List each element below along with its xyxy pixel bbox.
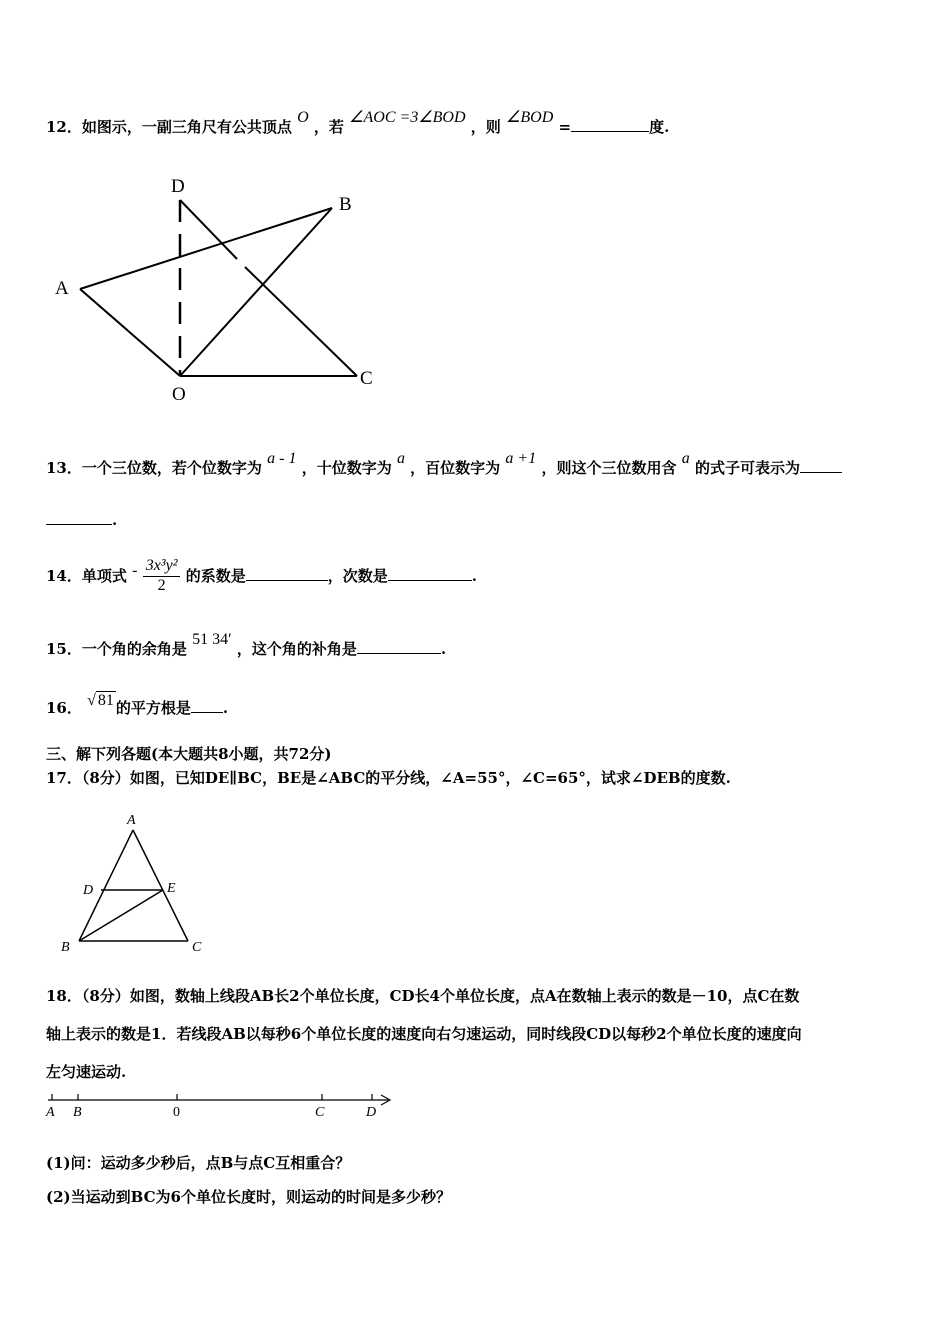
q12-number: 12．: [46, 118, 82, 136]
question-18-sub-1: (1)问：运动多少秒后，点B与点C互相重合？: [46, 1154, 351, 1172]
q18-text-1: 如图，数轴上线段AB长2个单位长度，CD长4个单位长度，点A在数轴上表示的数是－10，点C在数: [129, 987, 800, 1005]
q12-text-3: ，则: [470, 118, 501, 136]
q12-target: ∠BOD: [506, 109, 554, 126]
q16-number: 16．: [46, 699, 82, 717]
question-12: [46, 109, 670, 138]
question-18-line-1: [46, 986, 799, 1006]
q13-text-4: ，则这个三位数用含: [541, 459, 677, 477]
q13-number: 13．: [46, 459, 82, 477]
q13-hundreds: a +1: [505, 450, 537, 467]
q12-vertex-o: O: [297, 109, 309, 126]
question-18-line-2: 轴上表示的数是1．若线段AB以每秒6个单位长度的速度向右匀速运动，同时线段CD以每秒2个单位长度的速度向: [46, 1025, 802, 1043]
q15-text-2: ，这个角的补角是: [236, 640, 357, 658]
q14-fraction: [143, 556, 181, 595]
q14-denominator: 2: [157, 576, 166, 594]
question-17: [46, 768, 731, 788]
q16-sqrt: √ 81: [87, 692, 114, 709]
label-o: O: [172, 384, 186, 405]
q12-unit: 度.: [649, 118, 670, 136]
section-3-heading: 三、解下列各题(本大题共8小题，共72分): [46, 745, 332, 763]
question-14: [46, 554, 477, 598]
q16-answer-blank[interactable]: [191, 697, 223, 713]
line-d-c-lower: [245, 267, 357, 376]
label-d: D: [83, 883, 94, 898]
question-16: [46, 692, 229, 719]
q13-end: .: [112, 511, 118, 529]
q12-condition: ∠AOC =3∠BOD: [349, 109, 466, 126]
line-d-c-upper: [180, 200, 237, 259]
q12-text-4: =: [558, 118, 572, 136]
question-15: [46, 631, 447, 660]
q13-tens: a: [396, 450, 405, 467]
q18-number-line: [40, 1086, 400, 1122]
question-13-cont: [46, 509, 117, 530]
label-a: A: [127, 813, 136, 828]
q14-text-3: ，次数是: [327, 567, 388, 585]
q13-text-5: 的式子可表示为: [694, 459, 800, 477]
label-a: A: [55, 278, 69, 299]
q14-numerator: 3x³y²: [143, 556, 181, 577]
q13-text-2: ，十位数字为: [301, 459, 392, 477]
label-d: D: [171, 176, 185, 197]
q15-number: 15．: [46, 640, 82, 658]
question-18-line-3: 左匀速运动.: [46, 1063, 127, 1081]
q14-coefficient-blank[interactable]: [246, 565, 328, 581]
q18-points: （8分）: [81, 987, 130, 1005]
q13-text-1: 一个三位数，若个位数字为: [81, 459, 262, 477]
q17-number: 17．: [46, 769, 82, 787]
q15-angle: 51 34′: [192, 631, 232, 648]
label-b: B: [73, 1105, 82, 1120]
q17-text: 如图，已知DE∥BC，BE是∠ABC的平分线，∠A=55°，∠C=65°，试求∠DEB的度数.: [129, 769, 731, 787]
q15-text-1: 一个角的余角是: [81, 640, 187, 658]
q13-answer-blank-1[interactable]: [800, 457, 842, 473]
question-18-sub-2: (2)当运动到BC为6个单位长度时，则运动的时间是多少秒？: [46, 1188, 451, 1206]
label-zero: 0: [173, 1105, 180, 1120]
label-c: C: [315, 1105, 325, 1120]
label-d: D: [366, 1105, 377, 1120]
q14-text-2: 的系数是: [185, 567, 246, 585]
q18-number: 18．: [46, 987, 82, 1005]
label-b: B: [61, 940, 70, 955]
q14-degree-blank[interactable]: [388, 565, 472, 581]
q14-minus: -: [132, 562, 138, 579]
q12-text-2: ，若: [313, 118, 344, 136]
q16-end: .: [222, 699, 229, 717]
q15-end: .: [440, 640, 447, 658]
q13-answer-blank-2[interactable]: [46, 509, 112, 525]
q12-answer-blank[interactable]: [571, 116, 649, 132]
q13-text-3: ，百位数字为: [410, 459, 501, 477]
q16-radicand: 81: [97, 692, 114, 709]
q13-var: a: [681, 450, 690, 467]
q17-figure: [55, 808, 215, 958]
q12-figure: [50, 170, 390, 405]
label-a: A: [46, 1105, 55, 1120]
q16-text-1: 的平方根是: [115, 699, 191, 717]
q12-text-1: 如图示，一副三角尺有公共顶点: [81, 118, 292, 136]
q14-end: .: [471, 567, 477, 585]
label-e: E: [167, 881, 176, 896]
label-c: C: [360, 368, 373, 389]
question-13: [46, 450, 842, 479]
q14-text-1: 单项式: [81, 567, 127, 585]
q13-ones: a - 1: [267, 450, 297, 467]
label-b: B: [339, 194, 352, 215]
q15-answer-blank[interactable]: [357, 638, 441, 654]
label-c: C: [192, 940, 202, 955]
q17-points: （8分）: [81, 769, 130, 787]
line-a-o: [80, 289, 180, 376]
q14-number: 14．: [46, 567, 82, 585]
line-a-c: [133, 830, 188, 941]
